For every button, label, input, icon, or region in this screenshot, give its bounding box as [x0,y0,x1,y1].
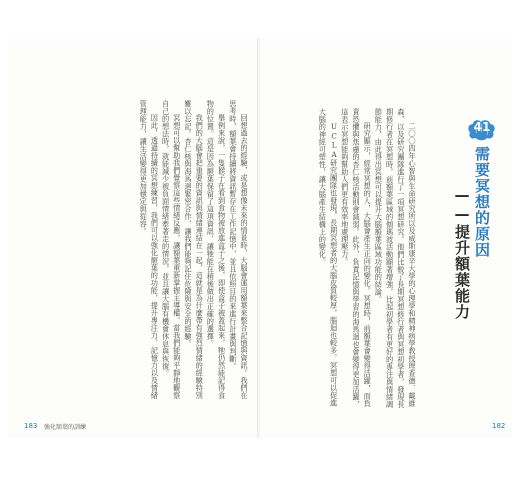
right-page-body [274,108,418,408]
right-paragraph: 二〇〇四年心智與生命研究所以及威斯康辛大學的心理學和精神病學教授理查德．戴維森，以及研究團隊進行了一項冥想研究。他們比較了長期冥想修行者與冥想初學者，發現長期修行者在冥想時，前額葉區域的伽瑪波活動顯著增強，比起初學者有更好的專注與情緒調節能力，由此得出冥想可以提升大腦額葉區域功能的結論。 [374,108,417,408]
chapter-title: 需要冥想的原因 [473,146,491,258]
chapter-number: 41 [473,120,491,134]
running-book-title: 強化額葉的訓練 [44,424,87,431]
left-paragraph: 回想過去的經驗，或是想像未來的情景時，大腦會運用額葉來整合記憶與資訊。我們在思考時，額葉會持續將資訊暫存在工作記憶中，並且依照目的來進行計畫與判斷。 [228,100,249,400]
chapter-subtitle: ——提升額葉能力 [453,186,471,320]
left-paragraph: 冥想可以幫助我們覺察這些情緒反應，讓額葉重新掌握主導權。當我們能夠平靜地觀察自己的想法時，就能減少被負面情緒牽著走的情況，並且讓大腦有機會休息與恢復。 [161,100,182,400]
left-paragraph: 舉例來說，一隻猴子在看到食物被放進盒子之後，即使盒子被蓋起來，牠仍然能記得食物的位置。這是因為額葉保留了這項資訊，讓牠能在稍後做出正確的選擇。 [206,100,227,400]
left-page-number: 183 [24,422,38,430]
right-page [260,38,512,438]
left-paragraph: 我們的大腦會把重要的資訊與情緒連結在一起，這就是為什麼帶有強烈情緒的經驗特別難以忘記。杏仁核與海馬迴緊密合作，讓我們能夠記住危險與安全的經驗。 [183,100,205,400]
book-spread [8,38,512,438]
left-paragraph: 因此，透過持續的冥想練習，我們可以強化額葉的功能，提升專注力、記憶力以及情緒管理能力，讓生活變得更加穩定與從容。 [139,100,160,400]
left-page-body [28,100,250,400]
left-page [8,38,258,438]
chapter-heading [432,118,502,368]
right-paragraph: UCLA研究團隊也發現，長期冥想者的大腦皮質較厚，腦迴也較多。冥想可以促進大腦的神經可塑性，讓大腦產生結構上的變化。 [318,108,339,408]
right-paragraph: 研究顯示，經常冥想的人，大腦會產生正向的變化。冥想時，前額葉會變得活躍，而負責恐懼與焦慮的杏仁核活動則會減弱。此外，負責記憶與學習的海馬迴也會變得更加活躍，這表示冥想能夠幫助人們更有效率地處理壓力。 [340,108,373,408]
right-page-number: 182 [492,422,506,430]
